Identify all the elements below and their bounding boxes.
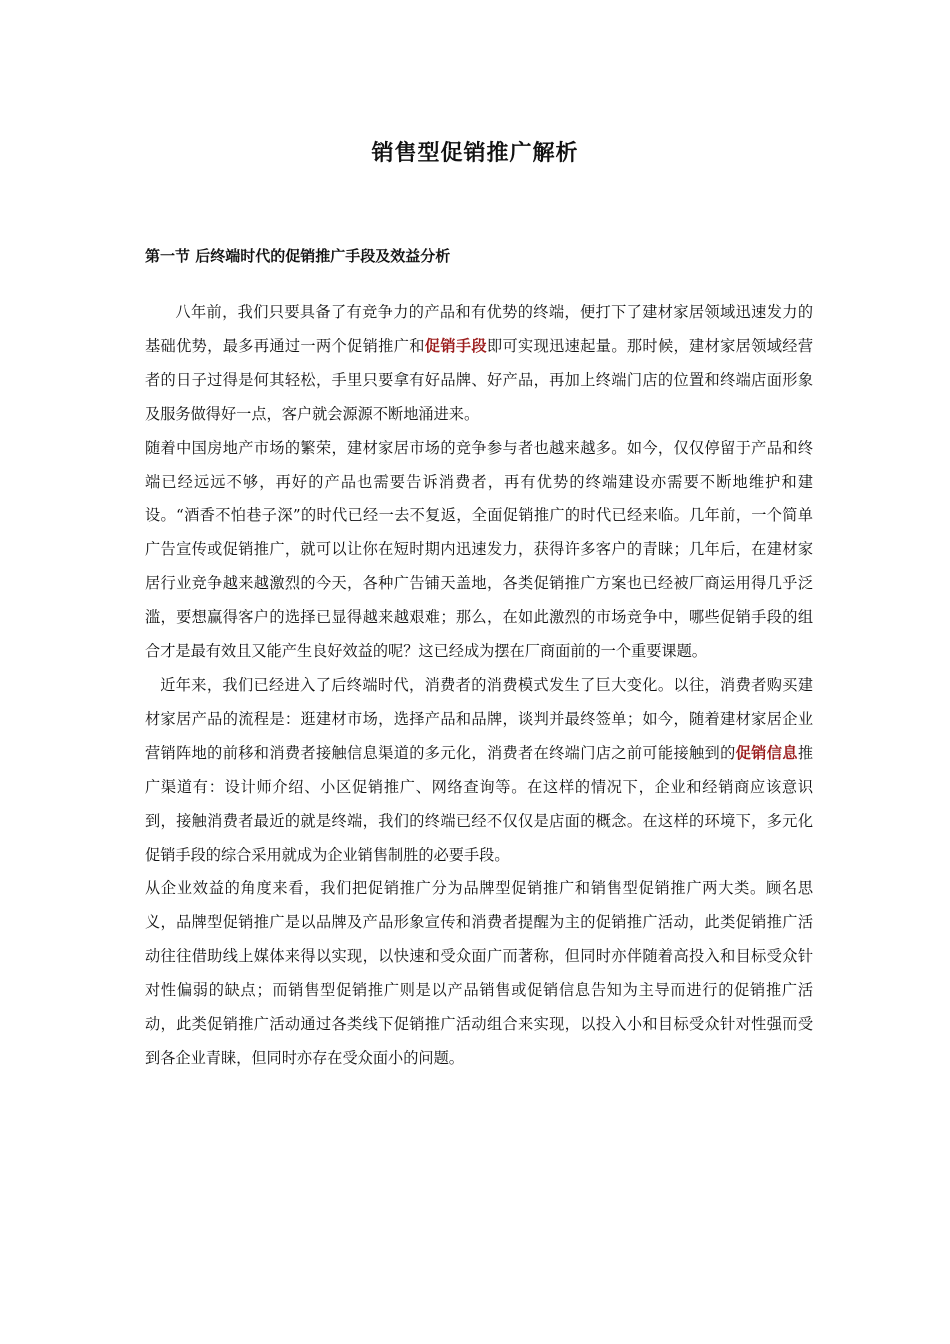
keyword-link-promotion-info[interactable]: 促销信息 <box>735 743 798 762</box>
keyword-link-promotion-means[interactable]: 促销手段 <box>424 336 487 355</box>
paragraph-2: 随着中国房地产市场的繁荣，建材家居市场的竞争参与者也越来越多。如今，仅仅停留于产品和终端已经远远不够，再好的产品也需要告诉消费者，再有优势的终端建设亦需要不断地维护和建设。“酒香不怕巷子深”的时代已经一去不复返，全面促销推广的时代已经来临。几年前，一个简单广告宣传或促销推广，就可以让你在短时期内迅速发力，获得许多客户的青睐；几年后，在建材家居行业竞争越来越激烈的今天，各种广告铺天盖地，各类促销推广方案也已经被厂商运用得几乎泛滥，要想赢得客户的选择已显得越来越艰难；那么，在如此激烈的市场竞争中，哪些促销手段的组合才是最有效且又能产生良好效益的呢？这已经成为摆在厂商面前的一个重要课题。 <box>145 438 813 661</box>
paragraph-3-text-a: 近年来，我们已经进入了后终端时代，消费者的消费模式发生了巨大变化。以往，消费者购买建材家居产品的流程是：逛建材市场，选择产品和品牌，谈判并最终签单；如今，随着建材家居企业营销阵地的前移和消费者接触信息渠道的多元化，消费者在终端门店之前可能接触到的 <box>145 675 813 762</box>
paragraph-3-text-b: 推广渠道有：设计师介绍、小区促销推广、网络查询等。在这样的情况下，企业和经销商应该意识到，接触消费者最近的就是终端，我们的终端已经不仅仅是店面的概念。在这样的环境下，多元化促销手段的综合采用就成为企业销售制胜的必要手段。 <box>145 743 814 864</box>
section-heading: 第一节 后终端时代的促销推广手段及效益分析 <box>145 247 451 265</box>
paragraph-4: 从企业效益的角度来看，我们把促销推广分为品牌型促销推广和销售型促销推广两大类。顾名思义，品牌型促销推广是以品牌及产品形象宣传和消费者提醒为主的促销推广活动，此类促销推广活动往往借助线上媒体来得以实现，以快速和受众面广而著称，但同时亦伴随着高投入和目标受众针对性偏弱的缺点；而销售型促销推广则是以产品销售或促销信息告知为主导而进行的促销推广活动，此类促销推广活动通过各类线下促销推广活动组合来实现，以投入小和目标受众针对性强而受到各企业青睐，但同时亦存在受众面小的问题。 <box>145 879 813 1067</box>
paragraph-1 <box>145 296 813 432</box>
paragraph-1-text-a: 八年前，我们只要具备了有竞争力的产品和有优势的终端，便打下了建材家居领域迅速发力的基础优势，最多再通过一两个促销推广和 <box>145 303 813 355</box>
paragraph-1-text-b: 即可实现迅速起量。那时候，建材家居领域经营者的日子过得是何其轻松，手里只要拿有好品牌、好产品，再加上终端门店的位置和终端店面形象及服务做得好一点，客户就会源源不断地涌进来。 <box>145 336 814 423</box>
document-title: 销售型促销推广解析 <box>371 141 579 166</box>
body-text <box>145 296 813 1076</box>
paragraph-3 <box>145 669 813 872</box>
